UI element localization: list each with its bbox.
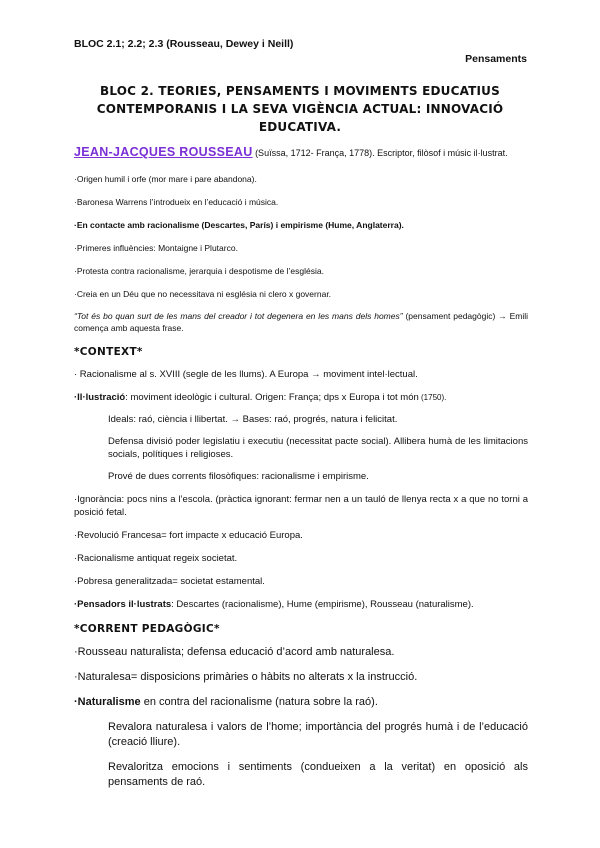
context-subitem: Ideals: raó, ciència i llibertat. → Bases: raó, progrés, natura i felicitat. bbox=[108, 414, 398, 425]
author-line bbox=[74, 146, 528, 160]
context-text: : Descartes (racionalisme), Hume (empirisme), Rousseau (naturalisme). bbox=[171, 599, 474, 610]
page-title: BLOC 2. TEORIES, PENSAMENTS I MOVIMENTS EDUCATIUS CONTEMPORANIS I LA SEVA VIGÈNCIA ACTUAL: INNOVACIÓ EDUCATIVA. bbox=[96, 84, 504, 134]
quote-paragraph bbox=[74, 310, 528, 334]
quote-note: (pensament pedagògic) → Emili comença amb aquesta frase. bbox=[74, 311, 529, 333]
context-term: ·Pensadors il·lustrats bbox=[74, 599, 172, 610]
context-subitem: Defensa divisió poder legislatiu i executiu (necessitat pacte social). Allibera humà de les limitacions socials, polítiques i religioses. bbox=[108, 436, 528, 460]
context-year: (1750). bbox=[418, 393, 447, 402]
bio-item: ·Protesta contra racionalisme, jerarquia i despotisme de l’església. bbox=[74, 266, 324, 276]
bio-item: ·Baronesa Warrens l’introdueix en l’educació i música. bbox=[74, 197, 279, 207]
header-course: BLOC 2.1; 2.2; 2.3 (Rousseau, Dewey i Neill) bbox=[74, 38, 294, 50]
bio-item: ·En contacte amb racionalisme (Descartes, París) i empirisme (Hume, Anglaterra). bbox=[74, 220, 404, 230]
context-text: : moviment ideològic i cultural. Origen: França; dps x Europa i tot món bbox=[125, 392, 419, 403]
quote-text: “Tot és bo quan surt de les mans del creador i tot degenera en les mans dels homes” bbox=[74, 311, 403, 321]
bio-item: ·Creia en un Déu que no necessitava ni església ni clero x governar. bbox=[74, 289, 332, 299]
context-subitem: Prové de dues corrents filosòfiques: racionalisme i empirisme. bbox=[108, 471, 369, 482]
context-item bbox=[74, 598, 528, 611]
corrent-item: ·Naturalesa= disposicions primàries o hàbits no alterats x la instrucció. bbox=[74, 671, 418, 683]
corrent-item bbox=[74, 695, 528, 710]
section-heading-context: *CONTEXT* bbox=[74, 346, 143, 358]
header-topic: Pensaments bbox=[465, 53, 527, 65]
context-item: ·Ignorància: pocs nins a l’escola. (pràctica ignorant: fermar nen a un tauló de llenya recta x a que no torni a posició fetal. bbox=[74, 494, 528, 518]
context-term: ·Il·lustració bbox=[74, 392, 126, 403]
corrent-text: en contra del racionalisme (natura sobre la raó). bbox=[140, 696, 378, 708]
context-item: ·Racionalisme antiquat regeix societat. bbox=[74, 553, 238, 564]
corrent-item: ·Rousseau naturalista; defensa educació d’acord amb naturalesa. bbox=[74, 646, 395, 658]
corrent-term: ·Naturalisme bbox=[74, 696, 141, 708]
corrent-subitem: Revalora naturalesa i valors de l’home; importància del progrés humà i de l’educació (creació lliure). bbox=[108, 721, 528, 748]
context-item: · Racionalisme al s. XVIII (segle de les llums). A Europa → moviment intel·lectual. bbox=[74, 369, 418, 380]
context-item: ·Revolució Francesa= fort impacte x educació Europa. bbox=[74, 530, 303, 541]
corrent-subitem: Revaloritza emocions i sentiments (condueixen a la veritat) en oposició als pensaments de raó. bbox=[108, 761, 528, 788]
bio-item: ·Primeres influències: Montaigne i Plutarco. bbox=[74, 243, 238, 253]
bio-item: ·Origen humil i orfe (mor mare i pare abandona). bbox=[74, 174, 257, 184]
content bbox=[74, 146, 528, 790]
author-description: (Suïssa, 1712- França, 1778). Escriptor, filòsof i músic il·lustrat. bbox=[252, 148, 508, 158]
author-name-link[interactable]: JEAN-JACQUES ROUSSEAU bbox=[74, 145, 253, 159]
context-item: ·Pobresa generalitzada= societat estamental. bbox=[74, 576, 265, 587]
context-item bbox=[74, 391, 528, 404]
section-heading-corrent: *CORRENT PEDAGÒGIC* bbox=[74, 623, 220, 635]
